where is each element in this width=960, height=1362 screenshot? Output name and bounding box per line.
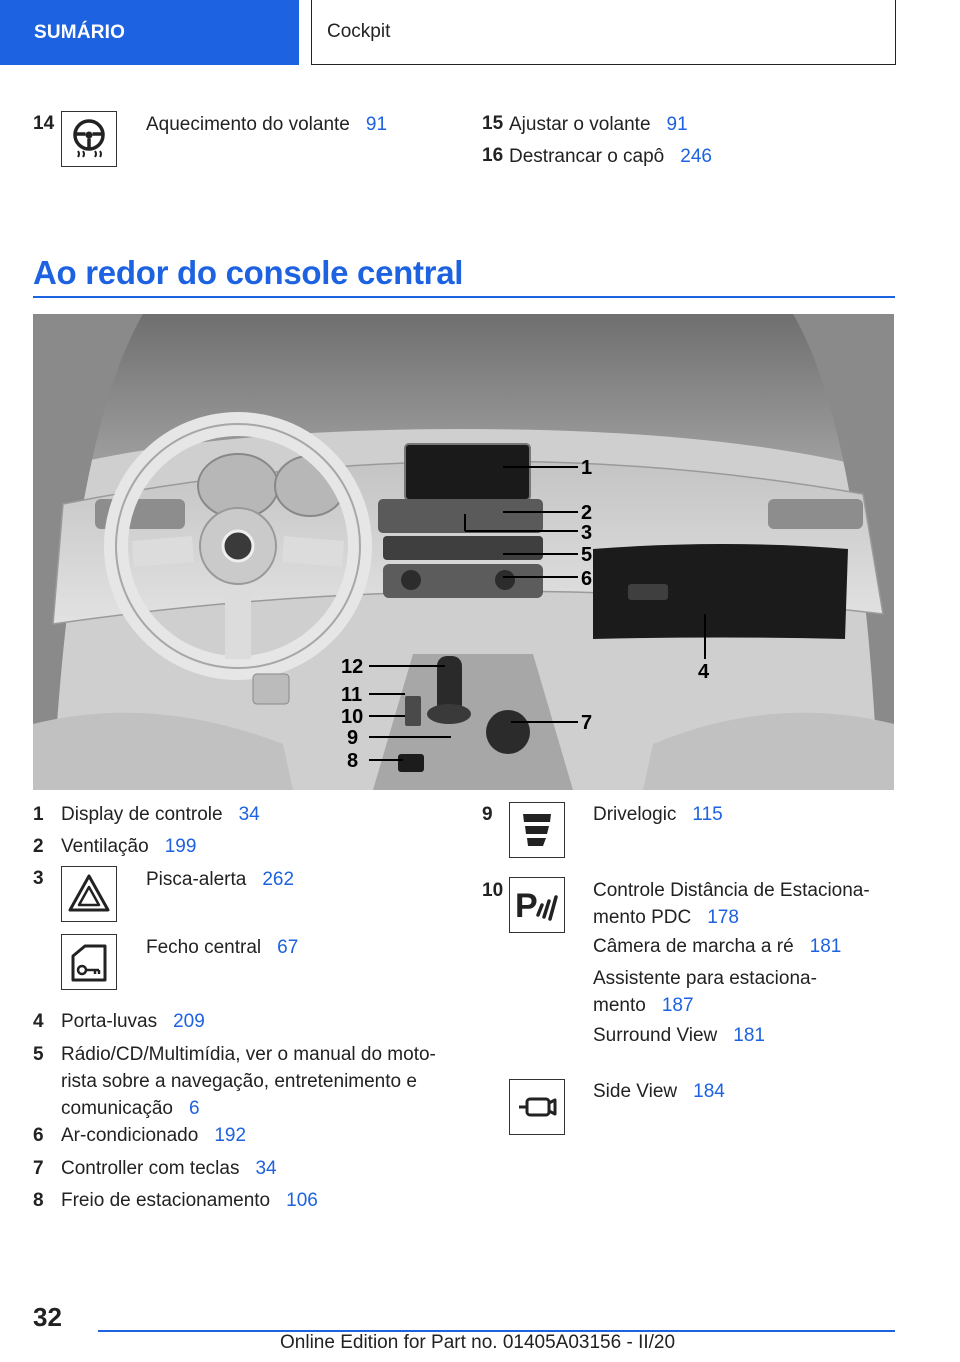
callout-label: 1 [581, 457, 593, 479]
page-ref-link[interactable]: 91 [666, 114, 688, 135]
callout-label: 7 [581, 712, 593, 734]
park-distance-control-icon [509, 877, 565, 933]
section-header [311, 0, 896, 65]
page-ref-link[interactable]: 199 [164, 836, 197, 857]
callout-label: 10 [341, 706, 364, 728]
item-number: 8 [33, 1190, 44, 1211]
item-label: Ajustar o volante 91 [509, 114, 688, 135]
toc-tab-label: SUMÁRIO [34, 21, 126, 43]
item-label: Fecho central 67 [146, 937, 299, 958]
item-number: 7 [33, 1158, 44, 1179]
footer-edition: Online Edition for Part no. 01405A03156 - II/20 [280, 1332, 676, 1353]
item-number: 3 [33, 868, 44, 889]
hazard-warning-icon [61, 866, 117, 922]
drivelogic-icon [509, 802, 565, 858]
page-ref-link[interactable]: 181 [809, 936, 842, 957]
section-title: Ao redor do console central [33, 254, 464, 291]
item-label: Drivelogic 115 [593, 804, 723, 825]
callout-label: 3 [581, 522, 593, 544]
item-label: Porta-luvas 209 [61, 1011, 205, 1032]
page-ref-link[interactable]: 6 [188, 1098, 200, 1119]
item-label: Freio de estacionamento 106 [61, 1190, 318, 1211]
item-label: Controle Distância de Estaciona- mento PDC 178 [593, 880, 870, 928]
item-label: Controller com teclas 34 [61, 1158, 277, 1179]
page-number: 32 [33, 1302, 62, 1332]
page-ref-link[interactable]: 115 [692, 804, 723, 825]
callout-label: 2 [581, 502, 593, 524]
page-ref-link[interactable]: 187 [661, 995, 694, 1016]
page-ref-link[interactable]: 106 [286, 1190, 318, 1211]
item-number: 1 [33, 804, 44, 825]
item-label: Pisca-alerta 262 [146, 869, 295, 890]
item-label: Surround View 181 [593, 1025, 765, 1046]
item-number: 14 [33, 113, 55, 134]
item-number: 9 [482, 804, 493, 825]
item-label: Assistente para estaciona- mento 187 [593, 968, 817, 1016]
side-view-camera-icon [509, 1079, 565, 1135]
item-label: Aquecimento do volante 91 [146, 114, 388, 135]
item-label: Rádio/CD/Multimídia, ver o manual do moto- rista sobre a navegação, entretenimento e comunicação 6 [61, 1044, 436, 1119]
page-ref-link[interactable]: 34 [255, 1158, 277, 1179]
section-divider [33, 296, 895, 298]
callout-label: 12 [341, 656, 364, 678]
toc-tab[interactable] [0, 0, 299, 65]
callout-label: 4 [698, 661, 710, 683]
callout-label: 8 [347, 750, 359, 772]
item-label: Side View 184 [593, 1081, 725, 1102]
page-ref-link[interactable]: 67 [277, 937, 299, 958]
callout-label: 9 [347, 727, 359, 749]
item-number: 2 [33, 836, 44, 857]
item-number: 6 [33, 1125, 44, 1146]
page-ref-link[interactable]: 209 [173, 1011, 205, 1032]
item-number: 10 [482, 880, 504, 901]
item-number: 15 [482, 113, 504, 134]
page-ref-link[interactable]: 181 [733, 1025, 765, 1046]
item-label: Ar-condicionado 192 [61, 1125, 247, 1146]
item-label: Ventilação 199 [61, 836, 197, 857]
page-ref-link[interactable]: 262 [262, 869, 295, 890]
item-label: Destrancar o capô 246 [509, 146, 712, 167]
item-label: Display de controle 34 [61, 804, 260, 825]
item-number: 5 [33, 1044, 44, 1065]
page-ref-link[interactable]: 184 [693, 1081, 725, 1102]
callout-label: 5 [581, 544, 593, 566]
cockpit-illustration [33, 314, 894, 790]
svg-text:P: P [515, 887, 538, 925]
section-header-label: Cockpit [327, 21, 391, 42]
central-locking-icon [61, 934, 117, 990]
page-ref-link[interactable]: 91 [365, 114, 388, 135]
page-ref-link[interactable]: 178 [707, 907, 739, 928]
item-number: 16 [482, 145, 504, 166]
callout-label: 6 [581, 568, 593, 590]
steering-wheel-heating-icon [61, 111, 117, 167]
item-number: 4 [33, 1011, 44, 1032]
callout-label: 11 [341, 684, 363, 706]
page-ref-link[interactable]: 34 [238, 804, 260, 825]
page-ref-link[interactable]: 192 [214, 1125, 247, 1146]
page-ref-link[interactable]: 246 [680, 146, 712, 167]
item-label: Câmera de marcha a ré 181 [593, 936, 842, 957]
